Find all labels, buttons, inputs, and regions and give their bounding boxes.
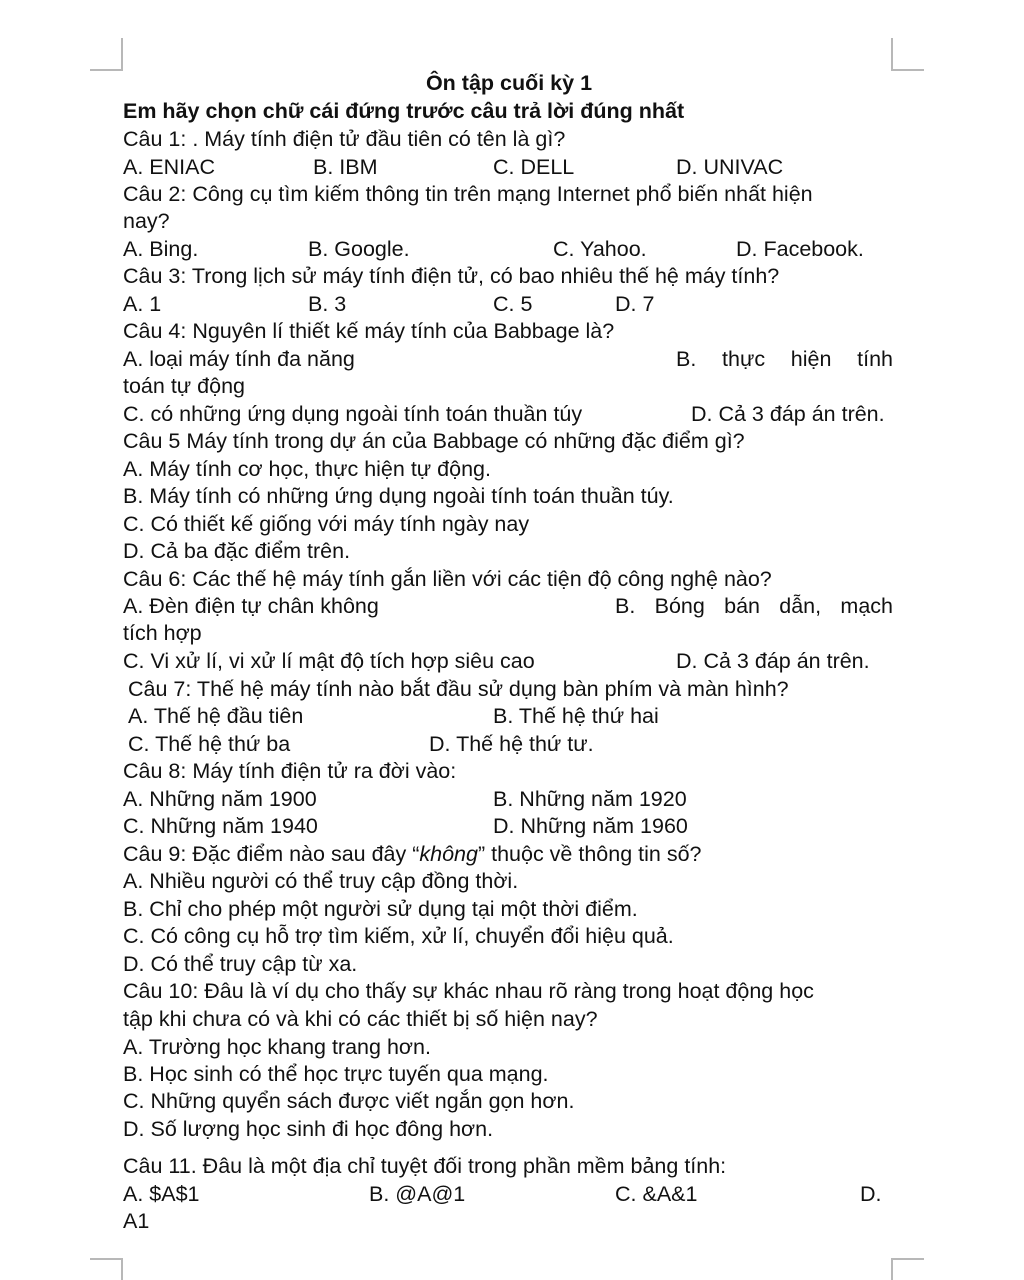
question-11: Câu 11. Đâu là một địa chỉ tuyệt đối trong phần mềm bảng tính:: [123, 1154, 727, 1178]
q6-option-b-word: Bóng: [654, 594, 705, 618]
q2-option-c: C. Yahoo.: [553, 237, 647, 261]
q5-option-a: A. Máy tính cơ học, thực hiện tự động.: [123, 457, 491, 481]
instruction: Em hãy chọn chữ cái đứng trước câu trả lời đúng nhất: [123, 99, 685, 123]
q1-option-c: C. DELL: [493, 155, 575, 179]
q6-option-b-continued: tích hợp: [123, 621, 202, 645]
q4-option-b-word: hiện: [790, 347, 832, 371]
crop-mark-bottom-left-h: [90, 1258, 123, 1260]
question-10-line-1: Câu 10: Đâu là ví dụ cho thấy sự khác nhau rõ ràng trong hoạt động học: [123, 979, 814, 1003]
q6-option-d: D. Cả 3 đáp án trên.: [676, 649, 870, 673]
question-1: Câu 1: . Máy tính điện tử đầu tiên có tên là gì?: [123, 127, 566, 151]
q6-option-c: C. Vi xử lí, vi xử lí mật độ tích hợp siêu cao: [123, 649, 535, 673]
question-2-line-1: Câu 2: Công cụ tìm kiếm thông tin trên mạng Internet phổ biến nhất hiện: [123, 182, 813, 206]
q4-option-c: C. có những ứng dụng ngoài tính toán thuần túy: [123, 402, 583, 426]
q4-option-b-word: tính: [857, 347, 893, 371]
q4-option-b-continued: toán tự động: [123, 374, 245, 398]
q5-option-d: D. Cả ba đặc điểm trên.: [123, 539, 351, 563]
q11-option-d: D.: [860, 1182, 882, 1206]
question-6: Câu 6: Các thế hệ máy tính gắn liền với các tiện độ công nghệ nào?: [123, 567, 772, 591]
question-9-text-post: ” thuộc về thông tin số?: [477, 842, 702, 866]
q7-option-a: A. Thế hệ đầu tiên: [128, 704, 304, 728]
question-9-text-pre: Câu 9: Đặc điểm nào sau đây “: [123, 842, 420, 866]
q7-option-d: D. Thế hệ thứ tư.: [429, 732, 594, 756]
q3-option-c: C. 5: [493, 292, 533, 316]
q8-option-a: A. Những năm 1900: [123, 787, 317, 811]
question-5: Câu 5 Máy tính trong dự án của Babbage có những đặc điểm gì?: [123, 429, 745, 453]
q4-option-b: [676, 346, 893, 373]
q2-option-a: A. Bing.: [123, 237, 199, 261]
crop-mark-bottom-left-v: [121, 1258, 123, 1280]
q11-option-d-continued: A1: [123, 1209, 150, 1233]
q10-option-c: C. Những quyển sách được viết ngắn gọn hơn.: [123, 1089, 575, 1113]
q3-option-a: A. 1: [123, 292, 162, 316]
q3-option-d: D. 7: [615, 292, 655, 316]
q6-option-b-word: bán: [724, 594, 760, 618]
question-4: Câu 4: Nguyên lí thiết kế máy tính của Babbage là?: [123, 319, 615, 343]
q6-option-b: [615, 593, 893, 620]
q6-option-b-word: B.: [615, 594, 636, 618]
question-10-line-2: tập khi chưa có và khi có các thiết bị số hiện nay?: [123, 1007, 598, 1031]
q2-option-b: B. Google.: [308, 237, 410, 261]
q8-option-c: C. Những năm 1940: [123, 814, 318, 838]
q4-option-a: A. loại máy tính đa năng: [123, 347, 355, 371]
q6-option-b-word: mạch: [840, 594, 893, 618]
crop-mark-bottom-right-h: [891, 1258, 924, 1260]
q6-option-b-word: dẫn,: [779, 594, 822, 618]
q4-option-b-word: thực: [722, 347, 766, 371]
q3-option-b: B. 3: [308, 292, 347, 316]
q4-option-b-word: B.: [676, 347, 697, 371]
q10-option-d: D. Số lượng học sinh đi học đông hơn.: [123, 1117, 494, 1141]
q8-option-b: B. Những năm 1920: [493, 787, 687, 811]
q2-option-d: D. Facebook.: [736, 237, 864, 261]
q9-option-a: A. Nhiều người có thể truy cập đồng thời.: [123, 869, 519, 893]
q5-option-b: B. Máy tính có những ứng dụng ngoài tính toán thuần túy.: [123, 484, 674, 508]
crop-mark-top-left-h: [90, 69, 123, 71]
q11-option-b: B. @A@1: [369, 1182, 466, 1206]
q9-option-b: B. Chỉ cho phép một người sử dụng tại một thời điểm.: [123, 897, 638, 921]
question-2-line-2: nay?: [123, 209, 170, 233]
q6-option-a: A. Đèn điện tự chân không: [123, 594, 379, 618]
q9-option-d: D. Có thể truy cập từ xa.: [123, 952, 358, 976]
question-9-emphasis: không: [419, 842, 478, 866]
q1-option-a: A. ENIAC: [123, 155, 215, 179]
q9-option-c: C. Có công cụ hỗ trợ tìm kiếm, xử lí, chuyển đổi hiệu quả.: [123, 924, 674, 948]
question-8: Câu 8: Máy tính điện tử ra đời vào:: [123, 759, 457, 783]
q1-option-d: D. UNIVAC: [676, 155, 784, 179]
crop-mark-top-right-h: [891, 69, 924, 71]
q8-option-d: D. Những năm 1960: [493, 814, 688, 838]
q10-option-b: B. Học sinh có thể học trực tuyến qua mạng.: [123, 1062, 549, 1086]
question-7: Câu 7: Thế hệ máy tính nào bắt đầu sử dụng bàn phím và màn hình?: [128, 677, 789, 701]
crop-mark-top-right-v: [891, 38, 893, 71]
q5-option-c: C. Có thiết kế giống với máy tính ngày nay: [123, 512, 530, 536]
crop-mark-top-left-v: [121, 38, 123, 71]
q7-option-b: B. Thế hệ thứ hai: [493, 704, 659, 728]
question-9: [123, 841, 702, 868]
q7-option-c: C. Thế hệ thứ ba: [128, 732, 291, 756]
crop-mark-bottom-right-v: [891, 1258, 893, 1280]
question-3: Câu 3: Trong lịch sử máy tính điện tử, có bao nhiêu thế hệ máy tính?: [123, 264, 780, 288]
q11-option-c: C. &A&1: [615, 1182, 698, 1206]
q1-option-b: B. IBM: [313, 155, 378, 179]
q11-option-a: A. $A$1: [123, 1182, 200, 1206]
q10-option-a: A. Trường học khang trang hơn.: [123, 1035, 431, 1059]
page-title: Ôn tập cuối kỳ 1: [425, 71, 593, 95]
q4-option-d: D. Cả 3 đáp án trên.: [691, 402, 885, 426]
